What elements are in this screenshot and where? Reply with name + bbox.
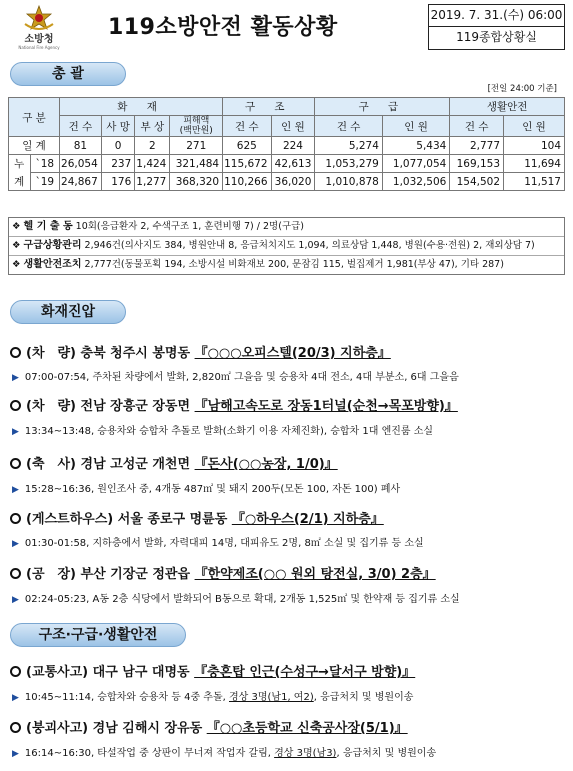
incident-detail: ▶ 15:28~16:36, 원인조사 중, 4개동 487㎡ 및 돼지 200두(모돈 100, 자돈 100) 폐사 <box>12 484 401 495</box>
logo-text: 소방청 <box>24 34 54 45</box>
header-ems: 구 급 <box>315 98 450 116</box>
header-fire-cases: 건 수 <box>60 116 102 137</box>
note-life-safety: ❖ 생활안전조치 2,777건(동물포획 194, 소방시설 비화재보 200, 문잠김 115, 벌집제거 1,981(부상 47), 기타 287) <box>9 255 564 274</box>
triangle-bullet-icon: ▶ <box>12 539 19 549</box>
logo-subtext: National Fire Agency <box>18 45 60 50</box>
incident-title: (붕괴사고) 경남 김해시 장유동 『○○초등학교 신축공사장(5/1)』 <box>10 717 408 736</box>
report-date: 2019. 7. 31.(수) 06:00 <box>429 5 564 27</box>
circle-bullet-icon <box>10 666 21 677</box>
triangle-bullet-icon: ▶ <box>12 427 19 437</box>
section-pill-summary: 총 괄 <box>10 62 126 86</box>
section-pill-fire: 화재진압 <box>10 300 126 324</box>
incident-detail: ▶ 07:00-07:54, 주차된 차량에서 발화, 2,820㎡ 그을음 및 승용차 4대 전소, 4대 부분소, 6대 그을음 <box>12 372 459 383</box>
header-ems-cases: 건 수 <box>315 116 382 137</box>
table-row: 일 계 81 0 2 271 625 224 5,274 5,434 2,777 104 <box>9 137 565 155</box>
triangle-bullet-icon: ▶ <box>12 373 19 383</box>
triangle-bullet-icon: ▶ <box>12 693 19 703</box>
header-fire-deaths: 사 망 <box>101 116 135 137</box>
header-rescue-cases: 건 수 <box>223 116 271 137</box>
triangle-bullet-icon: ▶ <box>12 595 19 605</box>
incident-detail: ▶ 16:14~16:30, 타설작업 중 상판이 무너져 작업자 갈림, 경상 3명(남3), 응급처치 및 병원이송 <box>12 748 437 759</box>
header-fire: 화 재 <box>60 98 223 116</box>
header-rescue-people: 인 원 <box>271 116 315 137</box>
incident-title: (게스트하우스) 서울 종로구 명륜동 『○하우스(2/1) 지하층』 <box>10 508 384 527</box>
table-row: 계 `19 24,867 176 1,277 368,320 110,266 36,020 1,010,878 1,032,506 154,502 11,517 <box>9 173 565 191</box>
section-pill-rescue: 구조·구급·생활안전 <box>10 623 186 647</box>
summary-table <box>8 97 565 191</box>
incident-title: (차 량) 충북 청주시 봉명동 『○○○오피스텔(20/3) 지하층』 <box>10 342 391 361</box>
header-rescue: 구 조 <box>223 98 315 116</box>
date-box <box>428 4 565 50</box>
header-life: 생활안전 <box>450 98 565 116</box>
circle-bullet-icon <box>10 400 21 411</box>
circle-bullet-icon <box>10 347 21 358</box>
header-life-people: 인 원 <box>504 116 565 137</box>
incident-title: (차 량) 전남 장흥군 장동면 『남해고속도로 장동1터널(순천→목포방향)』 <box>10 395 458 414</box>
summary-notes <box>8 217 565 275</box>
page-title: 119소방안전 활동상황 <box>108 15 338 40</box>
report-org: 119종합상황실 <box>456 30 537 44</box>
emblem-icon <box>22 4 56 34</box>
header-life-cases: 건 수 <box>450 116 504 137</box>
header-fire-injured: 부 상 <box>135 116 170 137</box>
triangle-bullet-icon: ▶ <box>12 485 19 495</box>
header-ems-people: 인 원 <box>382 116 449 137</box>
header-fire-damage: 피해액 (백만원) <box>170 116 223 137</box>
note-helicopter: ❖ 헬 기 출 동 10회(응급환자 2, 수색구조 1, 훈련비행 7) / 2명(구급) <box>9 217 564 236</box>
incident-detail: ▶ 02:24-05:23, A동 2층 식당에서 발화되어 B동으로 확대, 2개동 1,525㎡ 및 한약재 등 집기류 소실 <box>12 594 460 605</box>
basis-time: [전일 24:00 기준] <box>487 84 557 94</box>
circle-bullet-icon <box>10 568 21 579</box>
incident-detail: ▶ 13:34~13:48, 승용차와 승합차 추돌로 발화(소화기 이용 자체진화), 승합차 1대 엔진룸 소실 <box>12 426 434 437</box>
header-category: 구 분 <box>9 98 60 137</box>
note-ems-management: ❖ 구급상황관리 2,946건(의사지도 384, 병원안내 8, 응급처치지도 1,094, 의료상담 1,448, 병원(수용·전원) 2, 재외상담 7) <box>9 236 564 255</box>
circle-bullet-icon <box>10 513 21 524</box>
circle-bullet-icon <box>10 722 21 733</box>
circle-bullet-icon <box>10 458 21 469</box>
incident-title: (교통사고) 대구 남구 대명동 『충혼탑 인근(수성구→달서구 방향)』 <box>10 661 415 680</box>
incident-detail: ▶ 10:45~11:14, 승합차와 승용차 등 4중 추돌, 경상 3명(남1, 여2), 응급처치 및 병원이송 <box>12 692 414 703</box>
incident-title: (공 장) 부산 기장군 정관읍 『한약제조(○○ 원외 탕전실, 3/0) 2층』 <box>10 563 436 582</box>
incident-detail: ▶ 01:30-01:58, 지하층에서 발화, 자력대피 14명, 대피유도 2명, 8㎡ 소실 및 집기류 등 소실 <box>12 538 424 549</box>
triangle-bullet-icon: ▶ <box>12 749 19 759</box>
agency-logo <box>14 4 64 52</box>
table-row: 누 `18 26,054 237 1,424 321,484 115,672 42,613 1,053,279 1,077,054 169,153 11,694 <box>9 155 565 173</box>
incident-title: (축 사) 경남 고성군 개천면 『돈사(○○농장, 1/0)』 <box>10 453 338 472</box>
